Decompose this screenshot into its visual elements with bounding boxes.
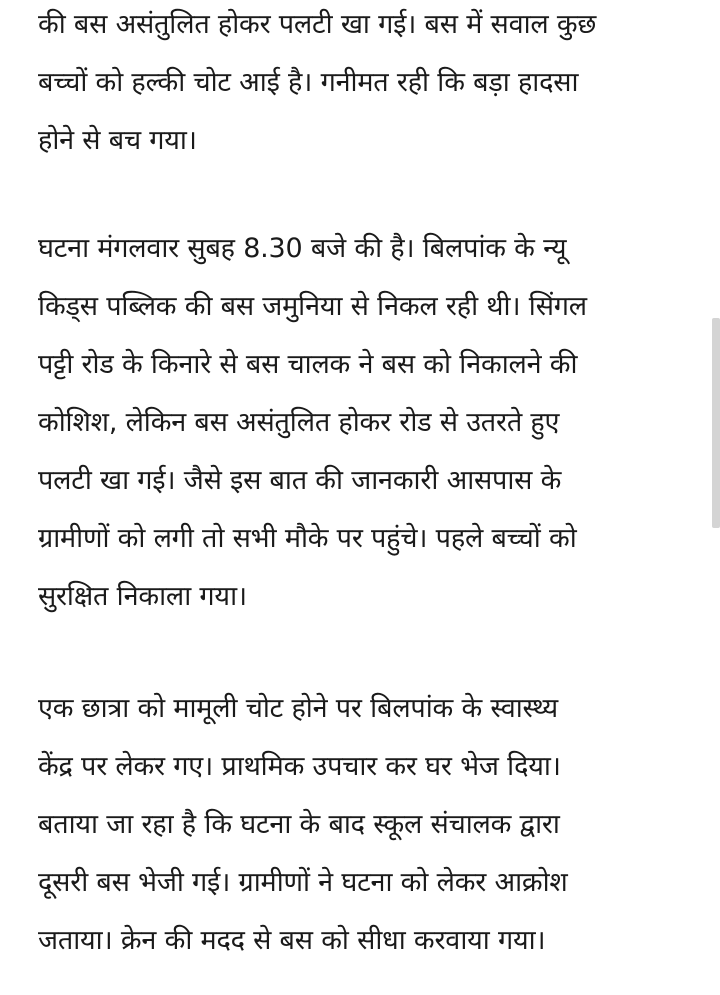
paragraph-line: जताया। क्रेन की मदद से बस को सीधा करवाया गया।	[38, 925, 546, 956]
paragraph-line: की बस असंतुलित होकर पलटी खा गई। बस में सवाल कुछ	[38, 9, 597, 40]
paragraph-2	[38, 220, 587, 626]
paragraph-line: कोशिश, लेकिन बस असंतुलित होकर रोड से उतरते हुए	[38, 407, 560, 438]
paragraph-line: किड्स पब्लिक की बस जमुनिया से निकल रही थी। सिंगल	[38, 291, 587, 322]
scrollbar-thumb[interactable]	[712, 318, 720, 528]
paragraph-line: ग्रामीणों को लगी तो सभी मौके पर पहुंचे। पहले बच्चों को	[38, 523, 577, 554]
paragraph-line: केंद्र पर लेकर गए। प्राथमिक उपचार कर घर भेज दिया।	[38, 751, 561, 782]
paragraph-line: सुरक्षित निकाला गया।	[38, 581, 247, 612]
paragraph-line: पलटी खा गई। जैसे इस बात की जानकारी आसपास के	[38, 465, 562, 496]
paragraph-line: घटना मंगलवार सुबह 8.30 बजे की है। बिलपांक के न्यू	[38, 233, 567, 264]
paragraph-line: होने से बच गया।	[38, 125, 197, 156]
paragraph-line: पट्टी रोड के किनारे से बस चालक ने बस को निकालने की	[38, 349, 578, 380]
paragraph-line: बच्चों को हल्की चोट आई है। गनीमत रही कि बड़ा हादसा	[38, 67, 579, 98]
paragraph-line: एक छात्रा को मामूली चोट होने पर बिलपांक के स्वास्थ्य	[38, 693, 558, 724]
paragraph-3	[38, 680, 568, 970]
paragraph-1	[38, 0, 596, 170]
paragraph-line: बताया जा रहा है कि घटना के बाद स्कूल संचालक द्वारा	[38, 809, 560, 840]
paragraph-line: दूसरी बस भेजी गई। ग्रामीणों ने घटना को लेकर आक्रोश	[38, 867, 568, 898]
